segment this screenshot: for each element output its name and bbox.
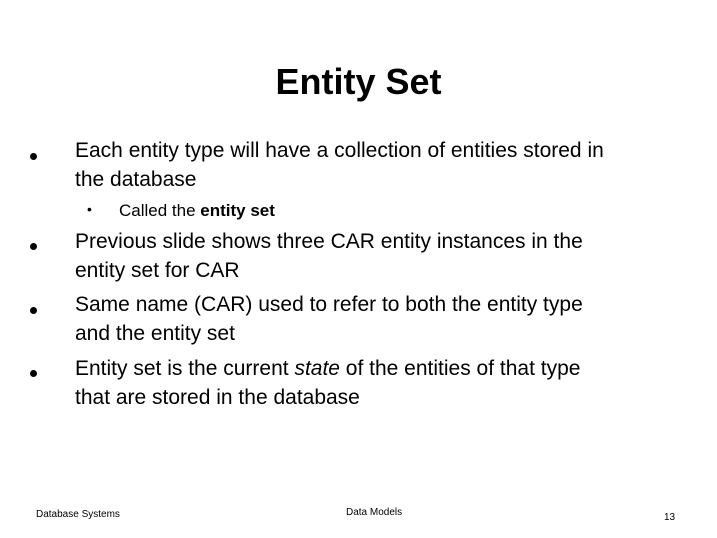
bullet-3-line-2: and the entity set bbox=[75, 322, 235, 345]
footer-course-name: Database Systems bbox=[36, 509, 120, 520]
sub-bullet-text-normal: Called the bbox=[119, 201, 201, 220]
bullet-4-line-1 bbox=[75, 354, 695, 383]
bullet-2-line-1: Previous slide shows three CAR entity instances in the bbox=[75, 230, 583, 253]
bullet-dot-icon bbox=[30, 153, 37, 160]
slide-title: Entity Set bbox=[275, 61, 442, 102]
bullet-4-text-start: Entity set is the current bbox=[75, 357, 295, 380]
bullet-dot-icon bbox=[30, 370, 37, 377]
bullet-dot-icon bbox=[30, 243, 37, 250]
page-number: 13 bbox=[664, 512, 676, 523]
sub-bullet-text bbox=[119, 201, 275, 221]
bullet-2-line-2: entity set for CAR bbox=[75, 259, 240, 282]
footer-topic: Data Models bbox=[346, 507, 403, 518]
bullet-4-text-end: of the entities of that type bbox=[339, 357, 581, 380]
sub-bullet-text-bold: entity set bbox=[200, 201, 275, 220]
bullet-1-line-2: the database bbox=[75, 168, 197, 191]
bullet-3-line-1: Same name (CAR) used to refer to both the entity type bbox=[75, 293, 583, 316]
bullet-dot-icon bbox=[30, 307, 37, 314]
bullet-1-line-1: Each entity type will have a collection of entities stored in bbox=[75, 139, 604, 162]
sub-bullet-icon: • bbox=[87, 201, 92, 217]
bullet-4-line-2: that are stored in the database bbox=[75, 386, 360, 409]
bullet-4-text-italic: state bbox=[294, 357, 340, 380]
